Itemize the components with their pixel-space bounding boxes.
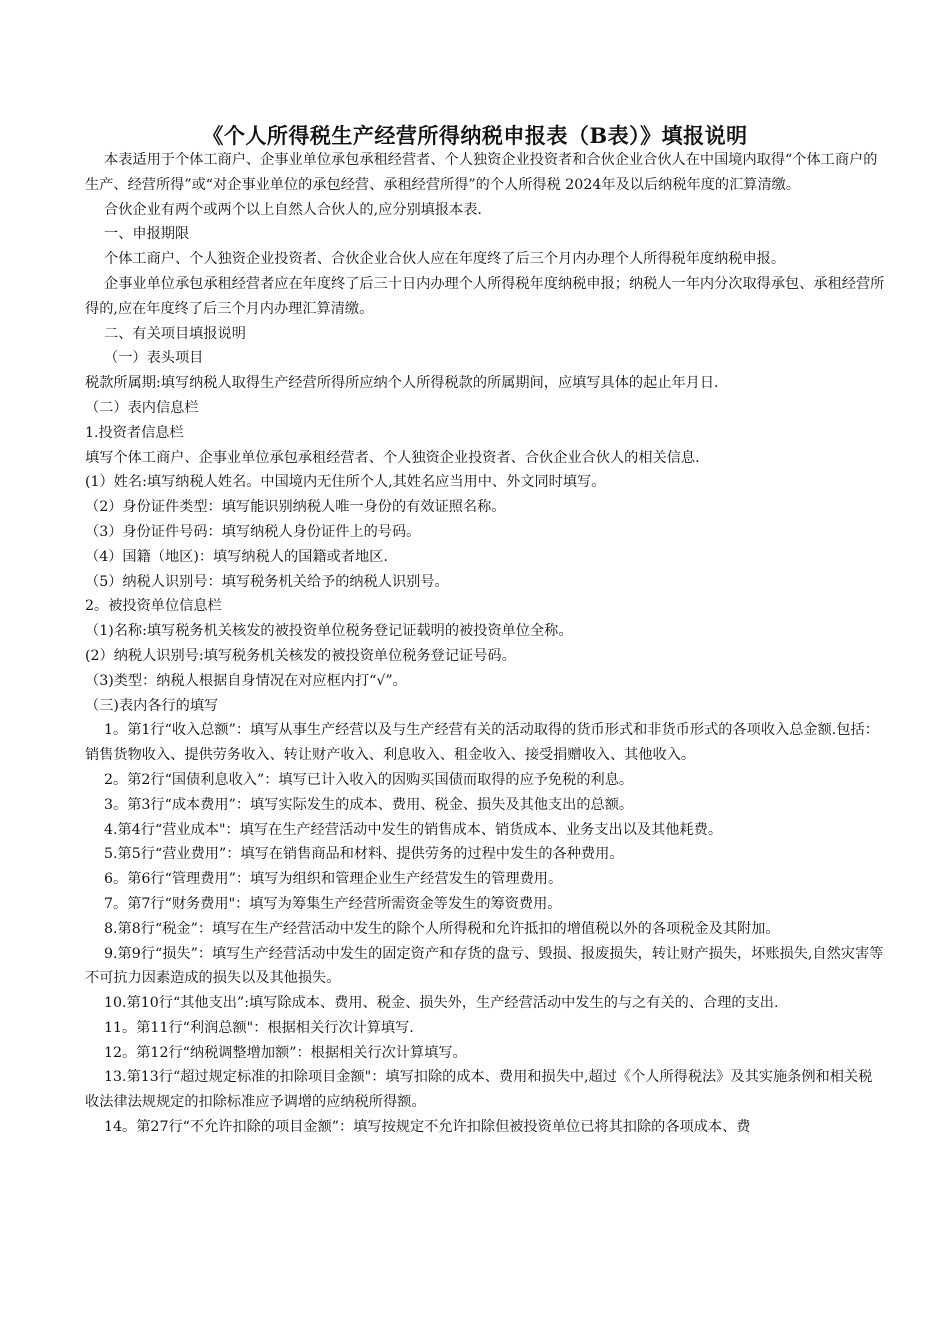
list-item: 10.第10行“其他支出”:填写除成本、费用、税金、损失外，生产经营活动中发生的与之有关的、合理的支出. xyxy=(104,995,779,1012)
list-item: 14。第27行“不允许扣除的项目金额”：填写按规定不允许扣除但被投资单位已将其扣除的各项成本、费 xyxy=(104,1119,751,1136)
list-item: 1。第1行“收入总额”：填写从事生产经营以及与生产经营有关的活动取得的货币形式和非货币形式的各项收入总金额.包括：销售货物收入、提供劳务收入、转让财产收入、利息收入、租金收入、接受捐赠收入、其他收入。 xyxy=(85,722,879,764)
subsection-heading: （二）表内信息栏 xyxy=(85,399,199,416)
list-item: 12。第12行“纳税调整增加额”：根据相关行次计算填写。 xyxy=(104,1044,467,1061)
list-item: (2）纳税人识别号:填写税务机关核发的被投资单位税务登记证号码。 xyxy=(85,647,516,664)
paragraph: 填写个体工商户、企事业单位承包承租经营者、个人独资企业投资者、合伙企业合伙人的相关信息. xyxy=(85,449,700,466)
list-item: （3)类型：纳税人根据自身情况在对应框内打“√”。 xyxy=(85,672,407,689)
list-item: 3。第3行“成本费用”：填写实际发生的成本、费用、税金、损失及其他支出的总额。 xyxy=(104,796,634,813)
list-item: （3）身份证件号码：填写纳税人身份证件上的号码。 xyxy=(85,523,421,540)
list-item: 11。第11行“利润总额"：根据相关行次计算填写. xyxy=(104,1019,414,1036)
list-item: 7。第7行“财务费用"：填写为筹集生产经营所需资金等发生的筹资费用。 xyxy=(104,895,562,912)
list-item: 8.第8行“税金”：填写在生产经营活动中发生的除个人所得税和允许抵扣的增值税以外的各项税金及其附加。 xyxy=(104,920,780,937)
list-item: （1)名称:填写税务机关核发的被投资单位税务登记证载明的被投资单位全称。 xyxy=(85,623,573,640)
paragraph: 合伙企业有两个或两个以上自然人合伙人的,应分别填报本表. xyxy=(104,201,482,218)
list-item: 13.第13行“超过规定标准的扣除项目金额"：填写扣除的成本、费用和损失中,超过《个人所得税法》及其实施条例和相关税收法律法规规定的扣除标准应予调增的应纳税所得额。 xyxy=(85,1069,873,1111)
list-item: 9.第9行“损失”：填写生产经营活动中发生的固定资产和存货的盘亏、毁损、报废损失，转让财产损失，坏账损失,自然灾害等不可抗力因素造成的损失以及其他损失。 xyxy=(85,945,884,987)
list-item: (1）姓名:填写纳税人姓名。中国境内无住所个人,其姓名应当用中、外文同时填写。 xyxy=(85,474,606,491)
paragraph: 个体工商户、个人独资企业投资者、合伙企业合伙人应在年度终了后三个月内办理个人所得税年度纳税申报。 xyxy=(104,251,786,268)
list-item: 6。第6行“管理费用”：填写为组织和管理企业生产经营发生的管理费用。 xyxy=(104,871,563,888)
paragraph: 本表适用于个体工商户、企事业单位承包承租经营者、个人独资企业投资者和合伙企业合伙人在中国境内取得“个体工商户的生产、经营所得”或“对企事业单位的承包经营、承租经营所得”的个人所得税 2024年及以后纳税年度的汇算清缴。 xyxy=(85,152,878,193)
list-item: 2。第2行“国债利息收入”：填写已计入收入的因购买国债而取得的应予免税的利息。 xyxy=(104,771,634,788)
document-body xyxy=(85,148,885,1140)
paragraph: 税款所属期:填写纳税人取得生产经营所得所应纳个人所得税款的所属期间，应填写具体的起止年月日. xyxy=(85,375,719,392)
item-heading: 1.投资者信息栏 xyxy=(85,424,184,441)
document-title: 《个人所得税生产经营所得纳税申报表（B表）》填报说明 xyxy=(202,123,748,148)
section-heading: 二、有关项目填报说明 xyxy=(104,325,246,342)
item-heading: 2。被投资单位信息栏 xyxy=(85,598,222,615)
list-item: 5.第5行“营业费用”：填写在销售商品和材料、提供劳务的过程中发生的各种费用。 xyxy=(104,846,624,863)
paragraph: 企事业单位承包承租经营者应在年度终了后三十日内办理个人所得税年度纳税申报；纳税人一年内分次取得承包、承租经营所得的,应在年度终了后三个月内办理汇算清缴。 xyxy=(85,275,885,317)
list-item: 4.第4行“营业成本"：填写在生产经营活动中发生的销售成本、销货成本、业务支出以及其他耗费。 xyxy=(104,821,723,838)
list-item: （5）纳税人识别号：填写税务机关给予的纳税人识别号。 xyxy=(85,573,449,590)
list-item: （2）身份证件类型：填写能识别纳税人唯一身份的有效证照名称。 xyxy=(85,499,506,516)
subsection-heading: （一）表头项目 xyxy=(104,350,204,367)
section-heading: 一、申报期限 xyxy=(104,226,190,243)
subsection-heading: （三)表内各行的填写 xyxy=(85,697,219,714)
list-item: （4）国籍（地区)：填写纳税人的国籍或者地区. xyxy=(85,548,388,565)
